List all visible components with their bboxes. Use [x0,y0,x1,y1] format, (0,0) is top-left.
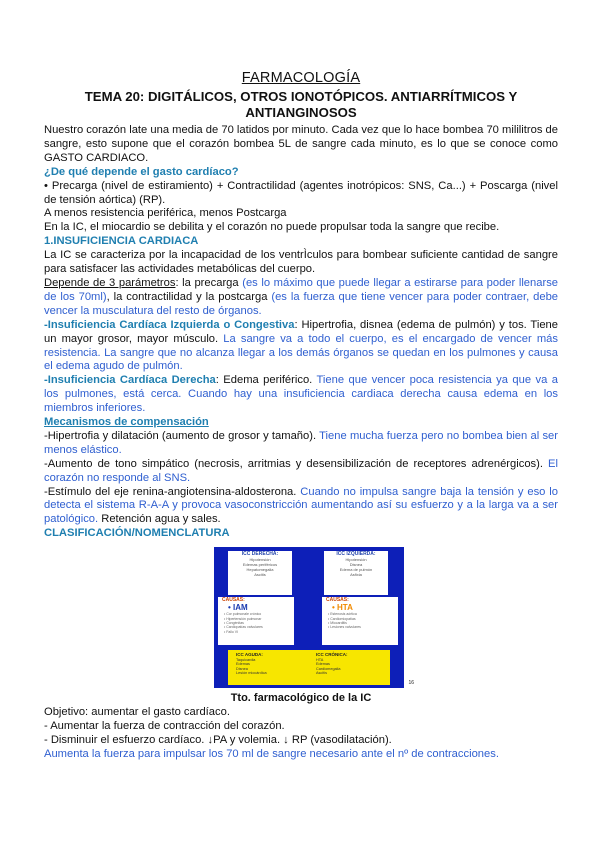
subject-title: FARMACOLOGÍA [241,70,361,86]
figure-left-ic-box [324,551,388,595]
figure-item: • Hipertensión pulmonar [224,616,262,621]
figure-item: Ascitis [316,671,327,676]
mechanism-3-tail: Retención agua y sales. [98,513,221,526]
figure-acute-chronic-box [228,650,390,685]
figure-item: Disnea [349,562,363,568]
figure-item: • Estenosis aórtica [328,612,357,617]
right-ic-paragraph [44,374,558,416]
figure-item: Asfixia [350,572,362,578]
mechanisms-label: Mecanismos de compensación [44,416,209,429]
mechanism-2-note: El corazón no responde al SNS. [44,457,558,484]
ic-definition: La IC se caracteriza por la incapacidad de los ventrÌculos para bombear suficiente cantidad de sangre para satisfacer las actividades metabólicas del cuerpo. [44,249,558,276]
figure-item: • Cardiopatías valvulares [224,625,263,630]
parameters-note-d: (es la fuerza que tiene vencer para poder contraer, debe vencer la musculatura del resto de órganos. [44,290,559,317]
figure-acute-column [228,652,306,676]
figure-item: Hipotensión [249,557,271,563]
topic-title-line2: ANTIANGINOSOS [245,105,357,120]
figure-item: Cardiomegalia [316,666,341,671]
treatment-note: Aumenta la fuerza para impulsar los 70 ml de sangre necesario ante el nº de contracciones. [44,747,499,760]
figure-causes-label: CAUSAS: [326,597,349,604]
left-ic-paragraph [44,319,558,375]
figure-item: • Congénitas [224,621,244,625]
figure-item: HTA [316,657,324,662]
mechanism-1-text: -Hipertrofia y dilatación (aumento de grosor y tamaño). [44,429,320,442]
parameters-paragraph [44,277,558,319]
mechanisms-heading [44,416,558,430]
figure-main-cause: • IAM [228,603,248,613]
section-heading-insuficiencia: 1.INSUFICIENCIA CARDIACA [44,235,199,248]
left-ic-text: : Hipertrofia, disnea (edema de pulmón) y tos. Tiene un mayor grosor, mayor músculo. [44,318,559,345]
figure-item: • Cardiomiopatías [328,616,356,621]
parameters-label: Depende de 3 parámetros [44,276,176,289]
right-ic-note: Tiene que vencer poca resistencia ya que va a los pulmones, está cerca. Cuando hay una insuficiencia cardiaca derecha causa edema en los miembros inferiores. [44,374,558,415]
figure-item: Disnea [236,666,248,671]
cardiac-output-formula: • Precarga (nivel de estiramiento) + Contractilidad (agentes inotrópicos: SNS, Ca...) + Poscarga (nivel de tensión aórtica) (RP). [44,179,558,206]
figure-left-ic-title: ICC IZQUIERDA: [336,551,376,558]
figure-slide-number: 16 [408,680,414,687]
figure-chronic-column [308,652,386,676]
figure-item: • Lesiones valvulares [328,625,361,630]
parameters-note-b: (es lo máximo que puede llegar a estirarse para poder llenarse de los 70ml) [44,276,559,303]
right-ic-text: : Edema periférico. [215,374,317,387]
ic-note: En la IC, el miocardio se debilita y el corazón no puede propulsar toda la sangre que recibe. [44,221,500,234]
figure-right-ic-title: ICC DERECHA: [241,551,279,558]
parameters-text-c: , la contractilidad y la postcarga [106,290,272,303]
figure-item: • Fallo VI [224,629,239,634]
mechanism-3-text: -Estímulo del eje renina-angiotensina-aldosterona. [44,485,301,498]
parameters-text-a: : la precarga [175,276,243,289]
figure-item: Ascitis [254,572,266,578]
topic-title [44,89,558,121]
figure-item: Edema de pulmón [339,567,373,573]
intro-paragraph: Nuestro corazón late una media de 70 latidos por minuto. Cada vez que lo hace bombea 70 mililitros de sangre, esto supone que el corazón bombea 5L de sangre cada minuto, es lo que se conoce como GASTO CARDIACO. [44,124,558,164]
figure-item: Hipotensión [345,557,367,563]
figure-item: Lesión miocárdica [236,671,267,676]
left-ic-label: -Insuficiencia Cardíaca Izquierda o Congestiva [44,318,295,331]
figure-item: Hepatomegalia [246,567,274,573]
right-ic-label: -Insuficiencia Cardíaca Derecha [44,374,216,387]
figure-main-cause: • HTA [332,603,353,613]
figure-item: Edemas [236,662,250,667]
classification-figure [214,547,414,688]
mechanism-2 [44,458,558,486]
figure-item: Taquicardia [236,657,256,662]
figure-causes-left-box [218,597,294,645]
figure-right-ic-box [228,551,292,595]
figure-acute-title: ICC AGUDA: [236,652,263,658]
document-page [44,70,558,762]
mechanism-2-text: -Aumento de tono simpático (necrosis, arritmias y desensibilización de receptores adrenérgicos). [44,457,549,470]
figure-item: Edemas periféricos [242,562,278,568]
mechanism-1 [44,430,558,458]
figure-chronic-title: ICC CRÓNICA: [316,652,348,658]
classification-heading: CLASIFICACIÓN/NOMENCLATURA [44,527,230,540]
question-heading: ¿De qué depende el gasto cardíaco? [44,165,239,178]
figure-item: • Cor pulmonale crónico [224,612,262,617]
treatment-objective: Objetivo: aumentar el gasto cardíaco. [44,706,230,719]
treatment-item-2: - Disminuir el esfuerzo cardíaco. ↓PA y volemia. ↓ RP (vasodilatación). [44,734,392,746]
figure-caption: Tto. farmacológico de la IC [230,692,372,705]
topic-title-line1: TEMA 20: DIGITÁLICOS, OTROS IONOTÓPICOS. ANTIARRÍTMICOS Y [84,89,518,104]
left-ic-note: La sangre va a todo el cuerpo, es el encargado de vencer más resistencia. La sangre que no alcanza llegar a los demás órganos se quedan en los pulmones y causa el edema agudo de pulmón. [44,332,558,373]
resistance-note: A menos resistencia periférica, menos Postcarga [44,207,287,220]
mechanism-3 [44,486,558,528]
figure-item: • Miocarditis [328,621,347,625]
figure-causes-right-box [322,597,398,645]
treatment-item-1: - Aumentar la fuerza de contracción del corazón. [44,720,285,733]
mechanism-3-note: Cuando no impulsa sangre baja la tensión y eso lo detecta el sistema R-A-A y provoca vasoconstricción aumentando así su esfuerzo y a la larga va a ser patológico. [44,485,558,526]
figure-item: Edemas [316,662,330,667]
mechanism-1-note: Tiene mucha fuerza pero no bombea bien al ser menos elástico. [44,429,558,456]
figure-causes-label: CAUSAS: [222,597,245,604]
